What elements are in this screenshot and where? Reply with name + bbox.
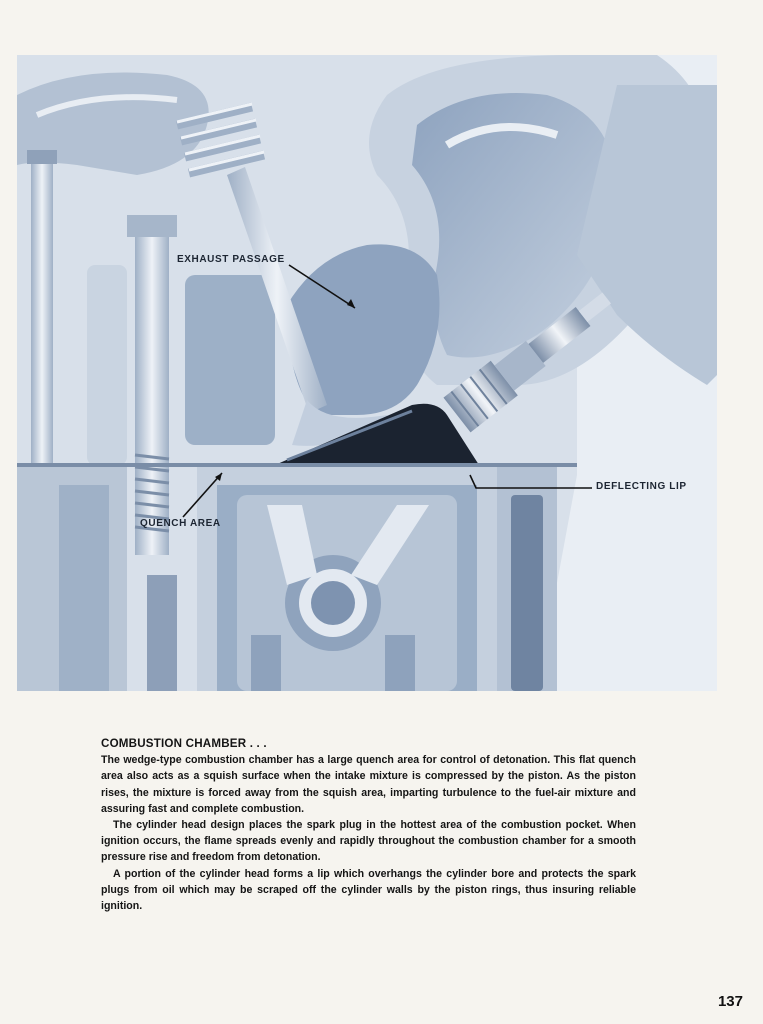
cutaway-drawing [17,55,717,691]
deflecting-lip-label: DEFLECTING LIP [596,481,687,492]
paragraph-deflecting-lip: A portion of the cylinder head forms a lip which overhangs the cylinder bore and protects the spark plugs from oil which may be scraped off the cylinder walls by the piston rings, thus insuring reliable ignition. [101,867,636,913]
paragraph-quench: The wedge-type combustion chamber has a large quench area for control of detonation. This flat quench area also acts as a squish surface when the intake mixture is compressed by the piston. As the piston rises, the mixture is forced away from the squish area, imparting turbulence to the fuel-air mixture and assuring fast and complete combustion. [101,754,636,815]
article-text [101,736,636,914]
exhaust-passage-label: EXHAUST PASSAGE [177,254,285,265]
engine-cutaway-illustration [17,55,717,691]
quench-area-label: QUENCH AREA [140,518,221,529]
paragraph-spark-plug: The cylinder head design places the spark plug in the hottest area of the combustion pocket. When ignition occurs, the flame spreads evenly and rapidly throughout the combustion chamber for a smooth pressure rise and freedom from detonation. [101,819,636,864]
page-number: 137 [717,993,743,1010]
section-heading: COMBUSTION CHAMBER . . . [101,737,267,750]
